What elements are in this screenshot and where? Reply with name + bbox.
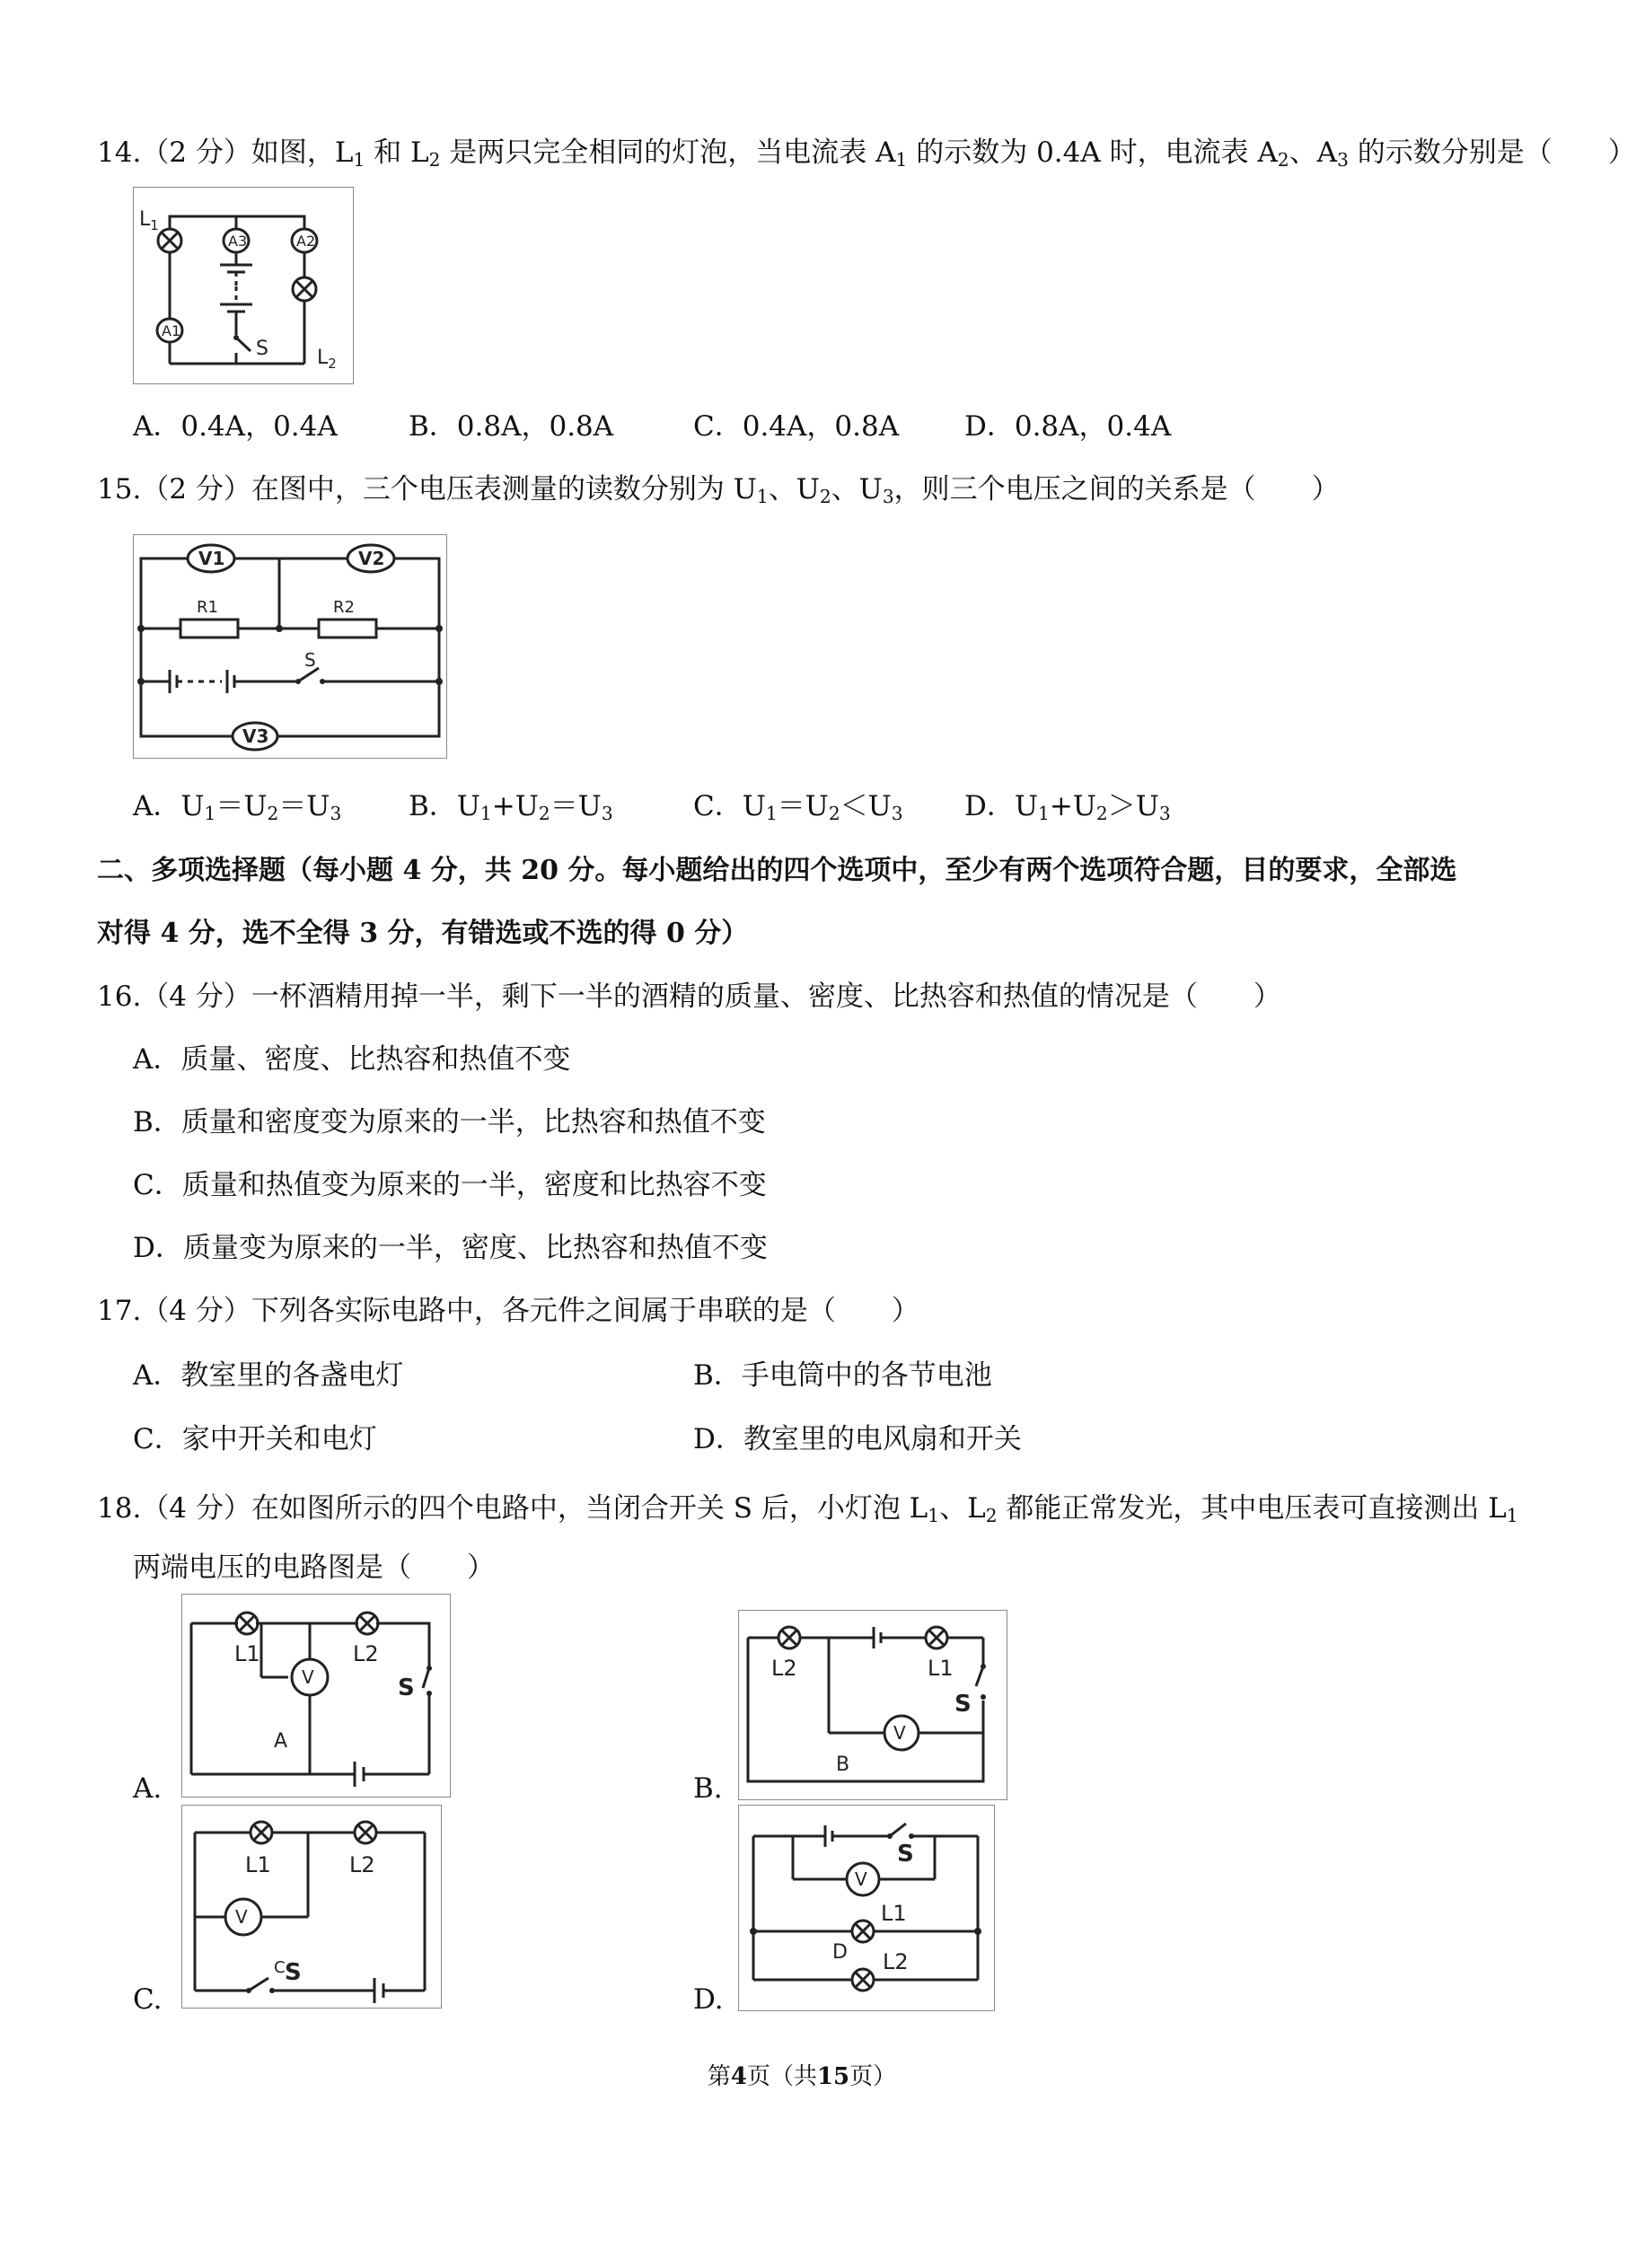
q15-stem: 15.（2 分）在图中，三个电压表测量的读数分别为 $U_1$、$U_2$、$U_3$，则三个电压之间的关系是（ ） — [97, 473, 1340, 508]
q18b-label-l1: L1 — [928, 1656, 954, 1681]
q18c-label-s: S — [285, 1959, 302, 1986]
q18-stem-line2: 两端电压的电路图是（ ） — [133, 1552, 495, 1584]
q14-label-a3: A3 — [228, 233, 248, 250]
q18-figure-a — [181, 1594, 451, 1798]
q15-circuit-figure — [133, 534, 447, 759]
q18d-label-s: S — [897, 1841, 914, 1868]
q15-option-b[interactable]: B．$U_1+U_2=U_3$ — [409, 790, 613, 825]
q17-option-b[interactable]: B．手电筒中的各节电池 — [693, 1359, 992, 1392]
q18-option-d[interactable]: D. — [693, 1983, 724, 2016]
q17-option-d[interactable]: D．教室里的电风扇和开关 — [693, 1423, 1022, 1455]
q15-label-r1: R1 — [197, 598, 218, 617]
q14-option-c[interactable]: C．0.4A，0.8A — [693, 410, 900, 443]
q17-option-a[interactable]: A．教室里的各盏电灯 — [133, 1359, 404, 1392]
page-footer: 第4页（共15页） — [707, 2063, 897, 2090]
q16-stem: 16.（4 分）一杯酒精用掉一半，剩下一半的酒精的质量、密度、比热容和热值的情况是（ ） — [97, 980, 1281, 1013]
q15-option-a[interactable]: A．$U_1=U_2=U_3$ — [133, 790, 342, 825]
q18-option-b[interactable]: B. — [693, 1772, 723, 1805]
q14-label-l2: $L_2$ — [317, 347, 337, 372]
q18c-label-l2: L2 — [349, 1852, 375, 1877]
section2-heading-line2: 对得 4 分，选不全得 3 分，有错选或不选的得 0 分） — [97, 918, 749, 949]
q15-label-v2: V2 — [358, 548, 385, 569]
q14-label-l1: $L_1$ — [139, 208, 159, 233]
q14-option-a[interactable]: A．0.4A，0.4A — [133, 410, 338, 443]
q18b-label-s: S — [954, 1691, 972, 1718]
q16-option-d[interactable]: D．质量变为原来的一半，密度、比热容和热值不变 — [133, 1232, 768, 1264]
q14-option-b[interactable]: B．0.8A，0.8A — [409, 410, 614, 443]
q14-label-s: S — [256, 338, 268, 360]
q15-option-d[interactable]: D．$U_1+U_2>U_3$ — [964, 790, 1171, 825]
q18a-label-s: S — [398, 1675, 415, 1701]
section2-heading-line1: 二、多项选择题（每小题 4 分，共 20 分。每小题给出的四个选项中，至少有两个选项符合题，目的要求，全部选 — [97, 855, 1457, 886]
q18-option-a[interactable]: A. — [133, 1772, 163, 1805]
q14-stem: 14.（2 分）如图，$L_1$ 和 $L_2$ 是两只完全相同的灯泡，当电流表 $A_1$ 的示数为 0.4A 时，电流表 $A_2$、$A_3$ 的示数分别是（ ） — [97, 136, 1636, 171]
q18-figure-c — [181, 1805, 442, 2009]
q18d-label-v: V — [855, 1868, 867, 1890]
q18a-label-v: V — [302, 1666, 314, 1688]
q18a-label-l2: L2 — [353, 1641, 379, 1666]
q15-label-v3: V3 — [242, 725, 269, 747]
q18b-label-b: B — [836, 1754, 850, 1776]
page-number: 4 — [730, 2063, 747, 2090]
q15-number: 15. — [97, 473, 142, 505]
q18a-label-a: A — [274, 1730, 288, 1753]
q15-label-r2: R2 — [333, 598, 355, 617]
q18-number: 18. — [97, 1492, 142, 1525]
q18-option-c[interactable]: C. — [133, 1983, 163, 2016]
q14-number: 14. — [97, 136, 142, 169]
q16-number: 16. — [97, 980, 142, 1013]
q18-figure-b — [738, 1610, 1007, 1800]
q15-option-c[interactable]: C．$U_1=U_2<U_3$ — [693, 790, 903, 825]
q18b-label-v: V — [893, 1722, 906, 1744]
q18d-label-l1: L1 — [881, 1901, 907, 1926]
q15-label-s: S — [304, 649, 316, 671]
q14-label-a1: A1 — [162, 322, 181, 339]
q16-option-b[interactable]: B．质量和密度变为原来的一半，比热容和热值不变 — [133, 1106, 766, 1138]
q14-option-d[interactable]: D．0.8A，0.4A — [964, 410, 1172, 443]
q14-circuit-figure — [133, 187, 354, 384]
q16-option-c[interactable]: C．质量和热值变为原来的一半，密度和比热容不变 — [133, 1169, 767, 1201]
q18d-label-l2: L2 — [883, 1949, 909, 1974]
q17-number: 17. — [97, 1295, 142, 1327]
q14-label-a2: A2 — [296, 233, 316, 250]
q18-stem-line1: 18.（4 分）在如图所示的四个电路中，当闭合开关 S 后，小灯泡 $L_1$、$L_2$ 都能正常发光，其中电压表可直接测出 $L_1$ — [97, 1492, 1518, 1527]
q18b-label-l2: L2 — [771, 1656, 797, 1681]
q16-option-a[interactable]: A．质量、密度、比热容和热值不变 — [133, 1043, 571, 1076]
q15-label-v1: V1 — [198, 548, 225, 569]
q17-stem: 17.（4 分）下列各实际电路中，各元件之间属于串联的是（ ） — [97, 1295, 919, 1327]
q18-figure-d — [738, 1805, 995, 2011]
q18c-label-c: C — [274, 1958, 286, 1977]
q18d-label-d: D — [832, 1941, 848, 1964]
page-total: 15 — [816, 2063, 850, 2090]
q18c-label-l1: L1 — [245, 1852, 271, 1877]
q18a-label-l1: L1 — [234, 1641, 260, 1666]
q18c-label-v: V — [235, 1906, 248, 1928]
q17-option-c[interactable]: C．家中开关和电灯 — [133, 1423, 377, 1455]
